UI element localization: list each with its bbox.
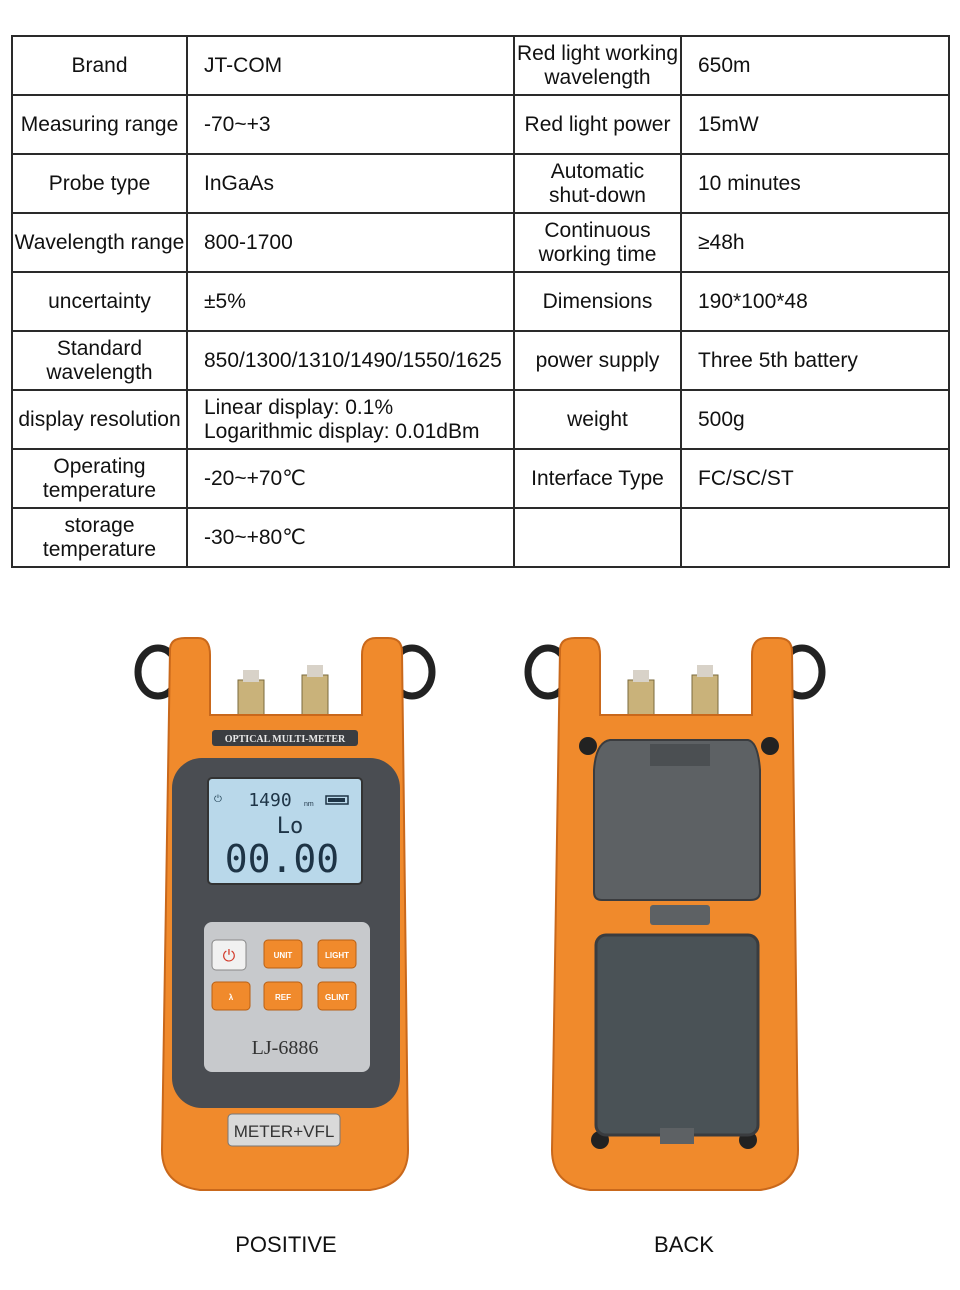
spec-label [514,508,681,567]
meter-back-image [520,630,830,1210]
spec-value-text: JT-COM [204,53,283,77]
spec-row [12,449,949,508]
spec-label [514,449,681,508]
svg-text:1490: 1490 [248,790,292,811]
spec-label-text: uncertainty [48,289,151,313]
spec-value-text: Linear display: 0.1% Logarithmic display: 0.01dBm [204,395,480,443]
spec-row [12,390,949,449]
svg-text:00.00: 00.00 [224,837,340,881]
spec-row [12,331,949,390]
spec-row [12,508,949,567]
spec-value [187,390,514,449]
device-button-label: GLINT [325,993,349,1002]
spec-label [514,331,681,390]
spec-value-text: ≥48h [698,230,745,254]
spec-label-text: weight [567,407,628,431]
spec-label-text: power supply [535,348,660,372]
caption-back: BACK [654,1232,714,1257]
power-icon: ⏻ [222,948,236,965]
spec-value [187,331,514,390]
spec-label-text: Automatic shut-down [549,159,646,207]
spec-label [514,213,681,272]
spec-value-text: FC/SC/ST [698,466,794,490]
device-button-label: UNIT [273,951,293,960]
spec-value-text: 500g [698,407,745,431]
model-label: LJ-6886 [251,1037,319,1059]
spec-value [187,272,514,331]
spec-row [12,272,949,331]
spec-value [681,390,949,449]
spec-value [681,213,949,272]
spec-label [12,213,187,272]
spec-label-text: Continuous working time [538,218,657,266]
spec-label-text: Red light power [524,112,671,136]
spec-value [187,95,514,154]
spec-label [12,390,187,449]
spec-value [187,154,514,213]
spec-label-text: Measuring range [20,112,179,136]
spec-table [11,35,950,568]
spec-label-text: display resolution [18,407,181,431]
spec-value-text: InGaAs [204,171,275,195]
spec-row [12,95,949,154]
spec-value-text: -30~+80℃ [204,525,306,549]
spec-label-text: Operating temperature [42,454,157,502]
spec-value [681,95,949,154]
spec-label [12,449,187,508]
spec-value-text: 800-1700 [204,230,293,254]
spec-value [681,36,949,95]
spec-label [12,508,187,567]
spec-label-text: Dimensions [542,289,653,313]
spec-value-text: 850/1300/1310/1490/1550/1625 [204,348,502,372]
spec-value-text: -20~+70℃ [204,466,306,490]
spec-row [12,36,949,95]
spec-label [12,36,187,95]
spec-value [187,508,514,567]
spec-label [12,272,187,331]
caption-positive: POSITIVE [235,1232,337,1257]
spec-label [12,331,187,390]
spec-row [12,213,949,272]
svg-text:Lo: Lo [276,814,304,839]
meter-front-image [130,630,440,1210]
svg-text:nm: nm [304,801,314,808]
device-button-label: λ [228,993,234,1002]
spec-value [187,449,514,508]
spec-value [681,331,949,390]
spec-label [12,154,187,213]
spec-label-text: Probe type [48,171,151,195]
spec-value-text: 650m [698,53,751,77]
spec-value [187,36,514,95]
spec-label [514,154,681,213]
spec-value [681,272,949,331]
spec-label [514,272,681,331]
spec-label-text: Red light working wavelength [516,41,679,89]
spec-label [514,95,681,154]
spec-value [187,213,514,272]
spec-value-text: 15mW [698,112,759,136]
spec-value-text: Three 5th battery [698,348,858,372]
svg-text:⏻: ⏻ [214,794,222,805]
spec-label-text: storage temperature [42,513,157,561]
spec-label [12,95,187,154]
spec-value-text: ±5% [204,289,246,313]
spec-label-text: Wavelength range [14,230,185,254]
device-button-label: LIGHT [325,951,349,960]
spec-label-text: Standard wavelength [46,336,153,384]
spec-label-text: Brand [71,53,128,77]
spec-value-text: -70~+3 [204,112,271,136]
spec-label-text: Interface Type [531,466,664,490]
spec-value [681,449,949,508]
meter-vfl-badge: METER+VFL [233,1122,335,1141]
spec-value-text: 10 minutes [698,171,801,195]
spec-label [514,36,681,95]
spec-value [681,154,949,213]
spec-value-text: 190*100*48 [698,289,808,313]
device-button-label: REF [275,993,291,1002]
spec-value [681,508,949,567]
device-label: OPTICAL MULTI-METER [224,734,346,745]
spec-row [12,154,949,213]
spec-label [514,390,681,449]
